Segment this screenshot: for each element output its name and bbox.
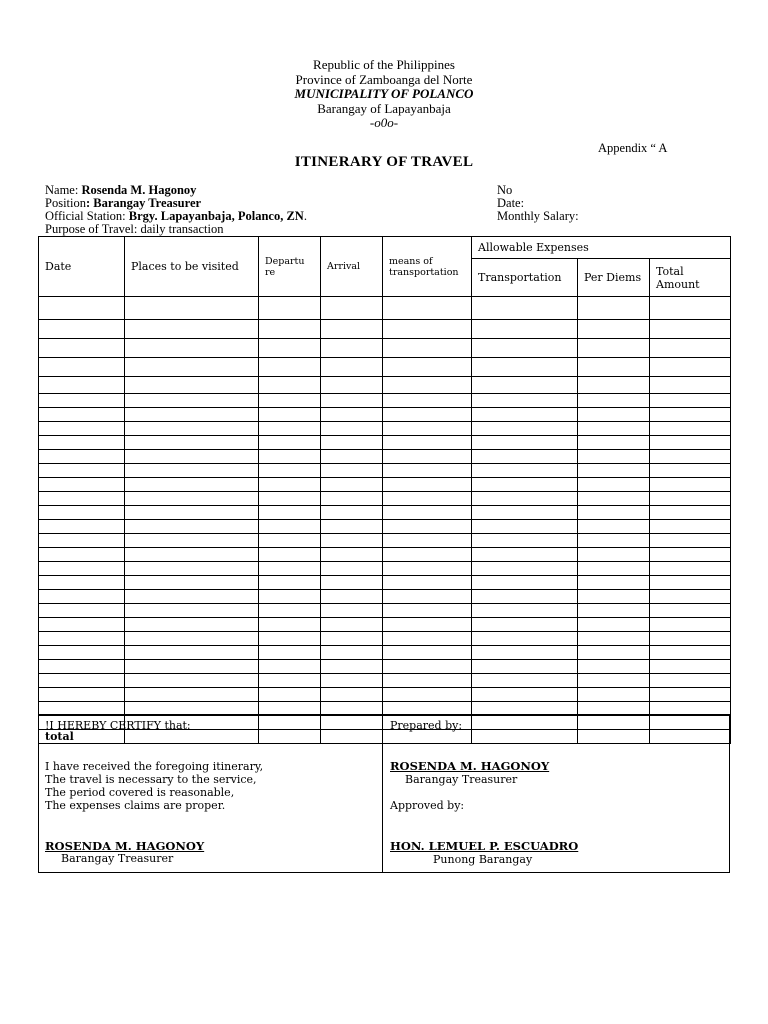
date-cell [39, 674, 125, 688]
date-cell [39, 548, 125, 562]
date-cell [39, 604, 125, 618]
arrival-cell [321, 339, 383, 358]
arrival-cell [321, 506, 383, 520]
table-row [39, 590, 731, 604]
per-diems-cell [578, 548, 650, 562]
date-cell [39, 562, 125, 576]
places-cell [125, 436, 259, 450]
province-line: Province of Zamboanga del Norte [295, 71, 473, 87]
total-amount-cell [650, 297, 731, 320]
per-diems-cell [578, 632, 650, 646]
means-header: means of transportation [383, 237, 472, 297]
places-cell [125, 394, 259, 408]
transportation-cell [472, 590, 578, 604]
per-diems-cell [578, 478, 650, 492]
per-diems-cell [578, 618, 650, 632]
transportation-cell [472, 339, 578, 358]
purpose-row: Purpose of Travel: daily transaction [45, 222, 224, 236]
per-diems-cell [578, 377, 650, 394]
departure-cell [259, 576, 321, 590]
allowable-expenses-header: Allowable Expenses [472, 237, 731, 259]
total-amount-cell [650, 358, 731, 377]
arrival-cell [321, 674, 383, 688]
arrival-cell [321, 422, 383, 436]
means-cell [383, 646, 472, 660]
transportation-cell [472, 534, 578, 548]
arrival-cell [321, 377, 383, 394]
departure-cell [259, 660, 321, 674]
date-cell [39, 618, 125, 632]
means-cell [383, 377, 472, 394]
means-cell [383, 548, 472, 562]
total-amount-cell [650, 394, 731, 408]
means-cell [383, 604, 472, 618]
departure-cell [259, 422, 321, 436]
prepared-name: ROSENDA M. HAGONOY [390, 759, 550, 773]
table-row [39, 297, 731, 320]
date-cell [39, 520, 125, 534]
means-cell [383, 436, 472, 450]
arrival-cell [321, 492, 383, 506]
total-amount-cell [650, 688, 731, 702]
position-label: Position [45, 196, 86, 210]
date-cell [39, 408, 125, 422]
per-diems-cell [578, 339, 650, 358]
approved-name: HON. LEMUEL P. ESCUADRO [390, 839, 579, 853]
no-label: No [497, 183, 513, 197]
departure-cell [259, 358, 321, 377]
means-cell [383, 520, 472, 534]
document-header [0, 58, 768, 131]
table-row [39, 632, 731, 646]
departure-cell [259, 394, 321, 408]
places-cell [125, 450, 259, 464]
per-diems-cell [578, 394, 650, 408]
total-amount-cell [650, 339, 731, 358]
table-row [39, 618, 731, 632]
transportation-cell [472, 548, 578, 562]
per-diems-cell [578, 464, 650, 478]
table-row [39, 377, 731, 394]
per-diems-cell [578, 358, 650, 377]
total-amount-cell [650, 492, 731, 506]
departure-cell [259, 688, 321, 702]
places-cell [125, 297, 259, 320]
arrival-header: Arrival [321, 237, 383, 297]
table-row [39, 408, 731, 422]
barangay-line: Barangay of Lapayanbaja [317, 100, 451, 116]
date-cell [39, 320, 125, 339]
table-row [39, 604, 731, 618]
date-label: Date: [497, 196, 525, 210]
appendix-label: Appendix “ A [598, 141, 668, 155]
places-cell [125, 590, 259, 604]
arrival-cell [321, 632, 383, 646]
arrival-cell [321, 576, 383, 590]
total-amount-cell [650, 646, 731, 660]
table-row [39, 394, 731, 408]
means-cell [383, 358, 472, 377]
places-cell [125, 422, 259, 436]
station-label: Official Station: [45, 209, 129, 223]
arrival-cell [321, 618, 383, 632]
total-amount-cell [650, 422, 731, 436]
departure-cell [259, 478, 321, 492]
departure-cell [259, 618, 321, 632]
date-cell [39, 358, 125, 377]
station-value: Brgy. Lapayanbaja, Polanco, ZN [128, 209, 304, 223]
total-amount-cell [650, 660, 731, 674]
total-amount-cell [650, 520, 731, 534]
means-cell [383, 534, 472, 548]
arrival-cell [321, 408, 383, 422]
places-cell [125, 358, 259, 377]
approved-title: Punong Barangay [433, 853, 533, 866]
table-row [39, 436, 731, 450]
table-row [39, 492, 731, 506]
table-row [39, 506, 731, 520]
table-row [39, 562, 731, 576]
total-amount-header: Total Amount [650, 259, 731, 297]
means-cell [383, 618, 472, 632]
transportation-cell [472, 646, 578, 660]
means-cell [383, 320, 472, 339]
total-amount-cell [650, 320, 731, 339]
places-cell [125, 604, 259, 618]
per-diems-cell [578, 688, 650, 702]
departure-cell [259, 320, 321, 339]
means-cell [383, 492, 472, 506]
total-amount-cell [650, 590, 731, 604]
transportation-cell [472, 562, 578, 576]
places-cell [125, 520, 259, 534]
document-title: ITINERARY OF TRAVEL [294, 154, 474, 170]
per-diems-cell [578, 492, 650, 506]
date-cell [39, 422, 125, 436]
ornament-line: -o0o- [369, 115, 399, 130]
departure-cell [259, 534, 321, 548]
means-cell [383, 674, 472, 688]
arrival-cell [321, 688, 383, 702]
places-cell [125, 534, 259, 548]
transportation-header: Transportation [472, 259, 578, 297]
per-diems-cell [578, 320, 650, 339]
places-cell [125, 632, 259, 646]
departure-cell [259, 492, 321, 506]
table-row [39, 339, 731, 358]
departure-cell [259, 450, 321, 464]
means-cell [383, 688, 472, 702]
document-meta [497, 184, 579, 223]
date-cell [39, 450, 125, 464]
position-value: : Barangay Treasurer [86, 196, 202, 210]
means-cell [383, 394, 472, 408]
arrival-cell [321, 660, 383, 674]
name-label: Name: [45, 183, 82, 197]
transportation-cell [472, 394, 578, 408]
date-cell [39, 297, 125, 320]
transportation-cell [472, 450, 578, 464]
signatory-title: Barangay Treasurer [61, 852, 174, 865]
station-period: . [303, 209, 307, 223]
departure-cell [259, 646, 321, 660]
departure-cell [259, 408, 321, 422]
places-cell [125, 618, 259, 632]
arrival-cell [321, 358, 383, 377]
certify-statement-2: The travel is necessary to the service, [45, 773, 257, 786]
departure-cell [259, 436, 321, 450]
means-cell [383, 339, 472, 358]
departure-cell [259, 464, 321, 478]
total-amount-cell [650, 506, 731, 520]
date-cell [39, 377, 125, 394]
transportation-cell [472, 492, 578, 506]
total-amount-cell [650, 408, 731, 422]
transportation-cell [472, 674, 578, 688]
arrival-cell [321, 464, 383, 478]
places-cell [125, 548, 259, 562]
departure-cell [259, 562, 321, 576]
table-row [39, 478, 731, 492]
table-row [39, 674, 731, 688]
signatory-name: ROSENDA M. HAGONOY [45, 839, 205, 853]
date-cell [39, 534, 125, 548]
total-amount-cell [650, 436, 731, 450]
transportation-cell [472, 632, 578, 646]
certification-left [39, 715, 383, 872]
prepared-label: Prepared by: [390, 719, 463, 732]
transportation-cell [472, 576, 578, 590]
traveler-info [45, 184, 307, 236]
transportation-cell [472, 422, 578, 436]
date-cell [39, 688, 125, 702]
itinerary-table [38, 236, 731, 744]
arrival-cell [321, 520, 383, 534]
means-cell [383, 408, 472, 422]
total-amount-cell [650, 464, 731, 478]
certify-statement-4: The expenses claims are proper. [45, 799, 226, 812]
transportation-cell [472, 408, 578, 422]
certify-statement-3: The period covered is reasonable, [45, 786, 235, 799]
departure-cell [259, 604, 321, 618]
date-cell [39, 590, 125, 604]
per-diems-cell [578, 534, 650, 548]
per-diems-header: Per Diems [578, 259, 650, 297]
arrival-cell [321, 604, 383, 618]
arrival-cell [321, 450, 383, 464]
date-cell [39, 394, 125, 408]
transportation-cell [472, 478, 578, 492]
certify-heading: !I HEREBY CERTIFY that: [45, 719, 191, 732]
total-label: total [39, 730, 125, 744]
arrival-cell [321, 562, 383, 576]
date-cell [39, 646, 125, 660]
date-cell [39, 339, 125, 358]
certification-box [38, 714, 730, 873]
date-cell [39, 632, 125, 646]
places-cell [125, 576, 259, 590]
date-cell [39, 478, 125, 492]
per-diems-cell [578, 660, 650, 674]
certification-right [383, 715, 729, 872]
municipality-line: MUNICIPALITY OF POLANCO [294, 86, 474, 101]
places-cell [125, 506, 259, 520]
arrival-cell [321, 590, 383, 604]
transportation-cell [472, 660, 578, 674]
date-cell [39, 464, 125, 478]
places-cell [125, 646, 259, 660]
departure-cell [259, 339, 321, 358]
arrival-cell [321, 478, 383, 492]
total-amount-cell [650, 632, 731, 646]
departure-cell [259, 520, 321, 534]
departure-cell [259, 506, 321, 520]
places-cell [125, 339, 259, 358]
salary-label: Monthly Salary: [497, 209, 579, 223]
prepared-title: Barangay Treasurer [405, 773, 518, 786]
per-diems-cell [578, 674, 650, 688]
places-cell [125, 674, 259, 688]
places-cell [125, 408, 259, 422]
means-cell [383, 422, 472, 436]
places-cell [125, 688, 259, 702]
date-cell [39, 506, 125, 520]
table-row [39, 688, 731, 702]
means-cell [383, 660, 472, 674]
total-amount-cell [650, 562, 731, 576]
per-diems-cell [578, 450, 650, 464]
departure-cell [259, 632, 321, 646]
table-row [39, 646, 731, 660]
per-diems-cell [578, 422, 650, 436]
date-cell [39, 492, 125, 506]
total-amount-cell [650, 618, 731, 632]
departure-cell [259, 377, 321, 394]
departure-header: Departu re [259, 237, 321, 297]
date-cell [39, 576, 125, 590]
arrival-cell [321, 436, 383, 450]
per-diems-cell [578, 506, 650, 520]
name-value: Rosenda M. Hagonoy [81, 183, 197, 197]
means-cell [383, 478, 472, 492]
places-cell [125, 478, 259, 492]
transportation-cell [472, 320, 578, 339]
per-diems-cell [578, 590, 650, 604]
arrival-cell [321, 548, 383, 562]
total-amount-cell [650, 534, 731, 548]
transportation-cell [472, 618, 578, 632]
transportation-cell [472, 506, 578, 520]
date-header: Date [39, 237, 125, 297]
table-row [39, 534, 731, 548]
transportation-cell [472, 464, 578, 478]
total-amount-cell [650, 576, 731, 590]
means-cell [383, 632, 472, 646]
table-row [39, 464, 731, 478]
places-cell [125, 464, 259, 478]
per-diems-cell [578, 436, 650, 450]
departure-cell [259, 548, 321, 562]
departure-cell [259, 297, 321, 320]
places-cell [125, 562, 259, 576]
departure-cell [259, 590, 321, 604]
date-cell [39, 436, 125, 450]
total-amount-cell [650, 674, 731, 688]
table-row [39, 576, 731, 590]
table-row [39, 358, 731, 377]
transportation-cell [472, 377, 578, 394]
departure-cell [259, 674, 321, 688]
places-cell [125, 377, 259, 394]
means-cell [383, 506, 472, 520]
table-row [39, 320, 731, 339]
per-diems-cell [578, 576, 650, 590]
means-cell [383, 562, 472, 576]
places-header: Places to be visited [125, 237, 259, 297]
transportation-cell [472, 297, 578, 320]
transportation-cell [472, 604, 578, 618]
certify-statement-1: I have received the foregoing itinerary, [45, 760, 264, 773]
means-cell [383, 450, 472, 464]
per-diems-cell [578, 562, 650, 576]
per-diems-cell [578, 408, 650, 422]
table-row [39, 450, 731, 464]
per-diems-cell [578, 297, 650, 320]
total-amount-cell [650, 548, 731, 562]
per-diems-cell [578, 646, 650, 660]
places-cell [125, 320, 259, 339]
places-cell [125, 660, 259, 674]
total-amount-cell [650, 478, 731, 492]
arrival-cell [321, 394, 383, 408]
per-diems-cell [578, 604, 650, 618]
places-cell [125, 492, 259, 506]
transportation-cell [472, 436, 578, 450]
table-row [39, 548, 731, 562]
total-amount-cell [650, 450, 731, 464]
date-cell [39, 660, 125, 674]
total-amount-cell [650, 377, 731, 394]
means-cell [383, 464, 472, 478]
total-amount-cell [650, 604, 731, 618]
transportation-cell [472, 688, 578, 702]
republic-line: Republic of the Philippines [313, 57, 455, 72]
arrival-cell [321, 646, 383, 660]
transportation-cell [472, 358, 578, 377]
table-row [39, 520, 731, 534]
table-row [39, 422, 731, 436]
arrival-cell [321, 297, 383, 320]
table-row [39, 660, 731, 674]
arrival-cell [321, 320, 383, 339]
transportation-cell [472, 520, 578, 534]
means-cell [383, 297, 472, 320]
means-cell [383, 576, 472, 590]
arrival-cell [321, 534, 383, 548]
means-cell [383, 590, 472, 604]
approved-label: Approved by: [390, 799, 465, 812]
per-diems-cell [578, 520, 650, 534]
